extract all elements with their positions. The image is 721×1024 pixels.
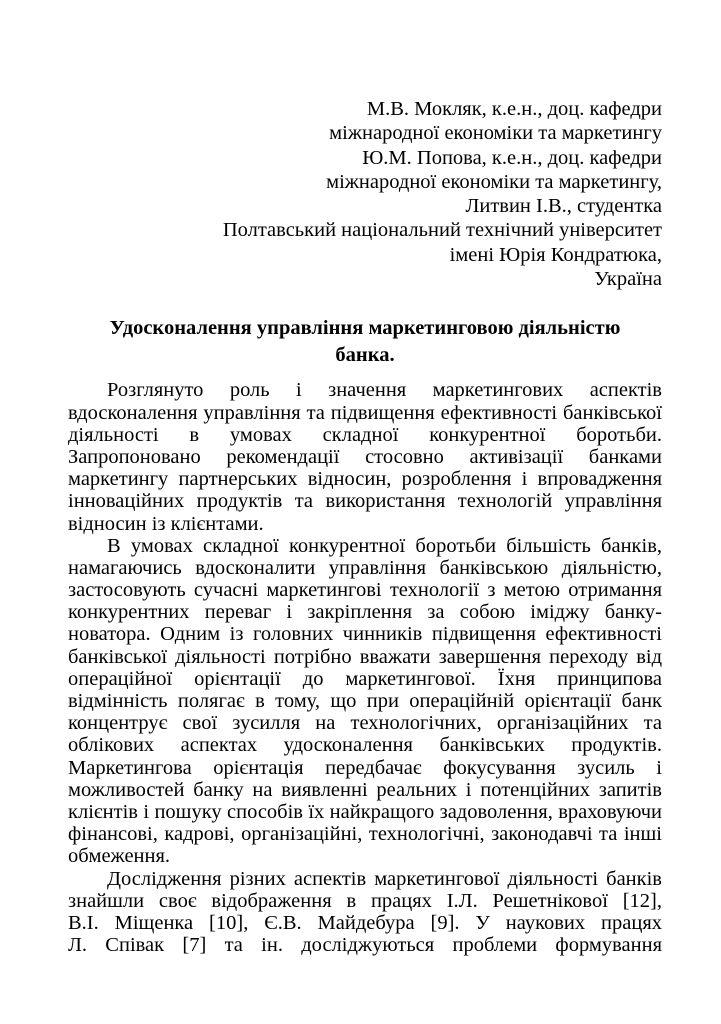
title-line: Удосконалення управління маркетинговою діяльністю	[109, 317, 621, 340]
byline-line: міжнародної економіки та маркетингу	[329, 122, 662, 145]
byline-line: Ю.М. Попова, к.е.н., доц. кафедри	[362, 146, 662, 169]
paper-title	[68, 315, 662, 369]
byline-line: міжнародної економіки та маркетингу,	[326, 170, 662, 193]
paragraph-line: намагаючись вдосконалити управління банківською діяльністю,	[68, 556, 662, 579]
byline-line: Полтавський національний технічний університет	[222, 219, 662, 242]
paragraph-line: новатора. Одним із головних чинників підвищення ефективності	[68, 623, 662, 646]
paragraph-line: застосовують сучасні маркетингові технології з метою отримання	[68, 579, 662, 602]
paragraph-line: банківської діяльності потрібно вважати завершення переходу від	[68, 645, 662, 668]
paragraph-line: знайшли своє відображення в працях І.Л. Решетнікової [12],	[68, 889, 662, 912]
paragraph-line: Дослідження різних аспектів маркетингової діяльності банків	[107, 867, 662, 890]
paragraph-line: Запропоновано рекомендації стосовно активізації банками	[68, 445, 662, 468]
paper-body	[68, 379, 662, 956]
paragraph-line: маркетингу партнерських відносин, розроблення і впровадження	[68, 468, 662, 491]
paragraph-line: Маркетингова орієнтація передбачає фокусування зусиль і	[68, 756, 662, 779]
paragraph-line: Л. Співак [7] та ін. досліджуються проблеми формування	[68, 934, 662, 957]
paragraph-line: обмеження.	[68, 845, 171, 868]
paragraph	[68, 379, 662, 534]
paragraph-line: В умовах складної конкурентної боротьби більшість банків,	[107, 534, 662, 557]
byline-line: імені Юрія Кондратюка,	[449, 243, 662, 266]
paragraph-line: інноваційних продуктів та використання технологій управління	[68, 490, 662, 513]
paragraph-line: можливостей банку на виявленні реальних і потенційних запитів	[68, 778, 662, 801]
paragraph-line: Розглянуто роль і значення маркетингових аспектів	[107, 379, 662, 402]
paragraph-line: конкурентних переваг і закріплення за собою іміджу банку-	[68, 601, 662, 624]
author-byline	[68, 97, 662, 291]
paragraph-line: відносин із клієнтами.	[68, 512, 264, 535]
paragraph-line: відмінність полягає в тому, що при операційній орієнтації банк	[68, 690, 662, 712]
paragraph-line: діяльності в умовах складної конкурентної боротьби.	[68, 423, 662, 446]
paragraph-line: концентрує свої зусилля на технологічних, організаційних та	[68, 712, 662, 735]
paragraph-line: В.І. Міщенка [10], Є.В. Майдебура [9]. У наукових працях	[68, 911, 662, 934]
title-line: банка.	[335, 344, 395, 367]
paragraph	[68, 868, 662, 957]
paragraph-line: операційної орієнтації до маркетингової. Їхня принципова	[68, 667, 662, 690]
paragraph	[68, 535, 662, 868]
paragraph-line: вдосконалення управління та підвищення ефективності банківської	[68, 401, 662, 424]
byline-line: Литвин І.В., студентка	[465, 195, 662, 218]
paragraph-line: фінансові, кадрові, організаційні, технологічні, законодавчі та інші	[68, 823, 662, 846]
paragraph-line: облікових аспектах удосконалення банківських продуктів.	[68, 734, 662, 757]
paragraph-line: клієнтів і пошуку способів їх найкращого задоволення, враховуючи	[68, 800, 662, 823]
byline-line: М.В. Мокляк, к.е.н., доц. кафедри	[366, 98, 662, 120]
byline-line: Україна	[594, 268, 662, 291]
